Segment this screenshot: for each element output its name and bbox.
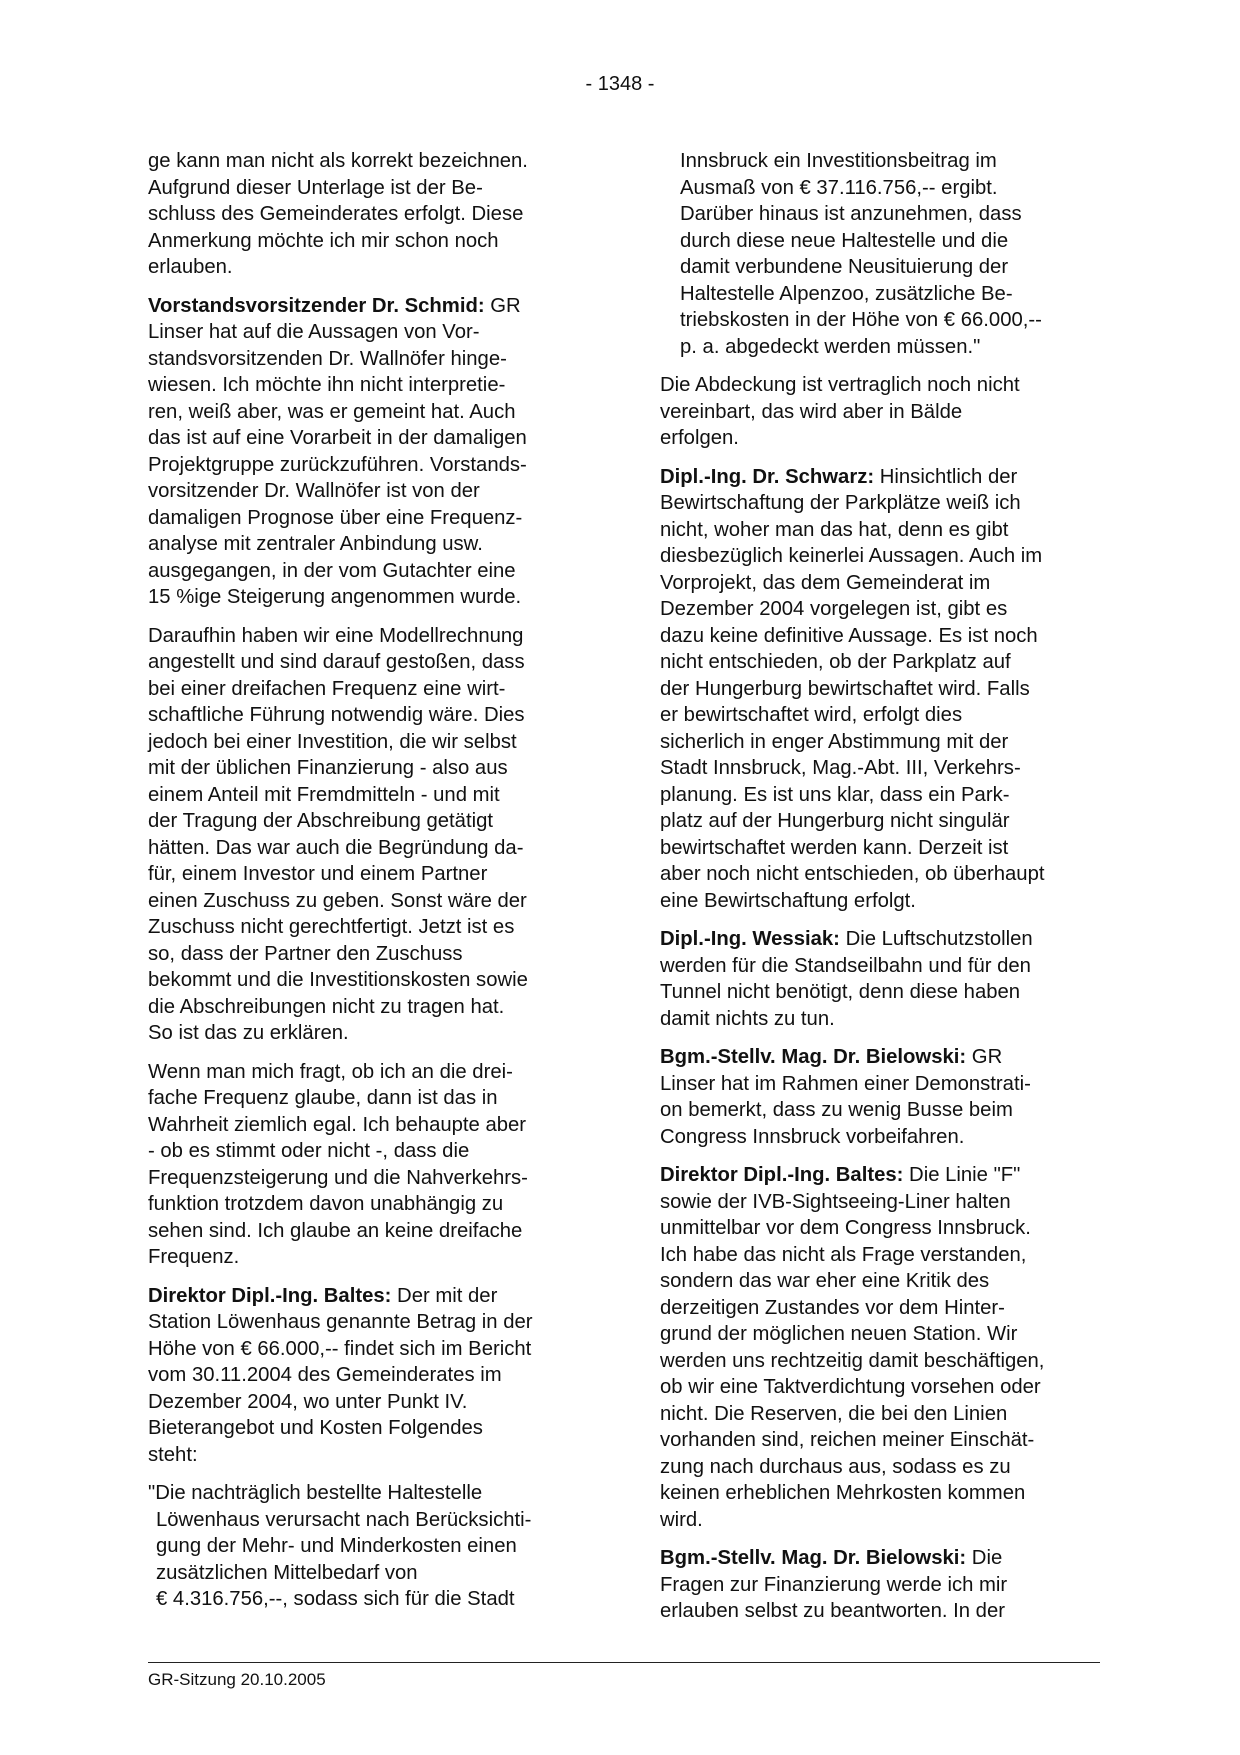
text-line: vorsitzender Dr. Wallnöfer ist von der (148, 480, 480, 502)
text-line: bei einer dreifachen Frequenz eine wirt- (148, 677, 506, 700)
speaker-paragraph (660, 1545, 1105, 1625)
text-line: werden uns rechtzeitig damit beschäftigen, (660, 1349, 1045, 1372)
speaker-name: Direktor Dipl.-Ing. Baltes: (660, 1164, 904, 1186)
text-line: Bieterangebot und Kosten Folgendes (148, 1417, 483, 1439)
text-line: Haltestelle Alpenzoo, zusätzliche Be- (680, 282, 1013, 305)
text-fragment: Der mit der (391, 1284, 498, 1307)
left-column (148, 148, 593, 1625)
text-line: Innsbruck ein Investitionsbeitrag im (680, 150, 997, 172)
right-column (660, 148, 1105, 1637)
text-line: Frequenz. (148, 1246, 240, 1268)
text-line: damit verbundene Neusituierung der (680, 256, 1009, 278)
text-line: gung der Mehr- und Minderkosten einen (156, 1535, 517, 1557)
text-line: für, einem Investor und einem Partner (148, 863, 488, 885)
paragraph (148, 148, 593, 281)
text-line: Höhe von € 66.000,-- findet sich im Bericht (148, 1337, 532, 1360)
text-line: derzeitigen Zustandes vor dem Hinter- (660, 1296, 1005, 1319)
text-line: dazu keine definitive Aussage. Es ist noch (660, 624, 1038, 647)
text-line: Ausmaß von € 37.116.756,-- ergibt. (680, 176, 998, 199)
text-line: steht: (148, 1443, 198, 1466)
text-line: - ob es stimmt oder nicht -, dass die (148, 1140, 470, 1162)
text-line: Linser hat im Rahmen einer Demonstrati- (660, 1072, 1031, 1095)
text-line: erfolgen. (660, 427, 739, 449)
quote-block (660, 148, 1105, 360)
text-line: Bewirtschaftung der Parkplätze weiß ich (660, 492, 1021, 514)
text-line: standsvorsitzenden Dr. Wallnöfer hinge- (148, 347, 507, 370)
text-line: er bewirtschaftet wird, erfolgt dies (660, 704, 963, 726)
text-line: eine Bewirtschaftung erfolgt. (660, 889, 916, 912)
text-line: sehen sind. Ich glaube an keine dreifache (148, 1219, 523, 1242)
text-line: erlauben selbst zu beantworten. In der (660, 1600, 1005, 1622)
text-line: schluss des Gemeinderates erfolgt. Diese (148, 203, 524, 225)
text-line: so, dass der Partner den Zuschuss (148, 942, 463, 965)
text-line: Zuschuss nicht gerechtfertigt. Jetzt ist es (148, 916, 515, 938)
text-line: ob wir eine Taktverdichtung vorsehen oder (660, 1376, 1041, 1398)
text-line: vom 30.11.2004 des Gemeinderates im (148, 1364, 502, 1386)
text-line: Ich habe das nicht als Frage verstanden, (660, 1243, 1027, 1266)
text-line: vereinbart, das wird aber in Bälde (660, 400, 963, 423)
text-line: das ist auf eine Vorarbeit in der damaligen (148, 427, 527, 449)
speaker-name: Dipl.-Ing. Wessiak: (660, 928, 840, 950)
text-line: funktion trotzdem davon unabhängig zu (148, 1193, 504, 1215)
text-line: € 4.316.756,--, sodass sich für die Stadt (156, 1588, 515, 1610)
speaker-paragraph (148, 1283, 593, 1469)
paragraph (148, 623, 593, 1047)
speaker-name: Bgm.-Stellv. Mag. Dr. Bielowski: (660, 1547, 967, 1569)
speaker-name: Vorstandsvorsitzender Dr. Schmid: (148, 294, 485, 317)
text-line: sicherlich in enger Abstimmung mit der (660, 730, 1009, 753)
text-line: unmittelbar vor dem Congress Innsbruck. (660, 1217, 1031, 1239)
text-line (148, 293, 593, 320)
text-line: Die Abdeckung ist vertraglich noch nicht (660, 374, 1020, 396)
text-line: Daraufhin haben wir eine Modellrechnung (148, 624, 524, 647)
text-line: triebskosten in der Höhe von € 66.000,-- (680, 309, 1042, 331)
speaker-name: Bgm.-Stellv. Mag. Dr. Bielowski: (660, 1046, 967, 1068)
text-line: Linser hat auf die Aussagen von Vor- (148, 321, 480, 343)
footer-divider (148, 1662, 1100, 1663)
text-line: Wahrheit ziemlich egal. Ich behaupte aber (148, 1113, 527, 1136)
text-line: "Die nachträglich bestellte Haltestelle (148, 1482, 483, 1504)
text-line: analyse mit zentraler Anbindung usw. (148, 533, 483, 555)
text-line: der Hungerburg bewirtschaftet wird. Falls (660, 677, 1030, 700)
text-line: einen Zuschuss zu geben. Sonst wäre der (148, 889, 527, 912)
text-line: bekommt und die Investitionskosten sowie (148, 969, 528, 991)
text-line: planung. Es ist uns klar, dass ein Park- (660, 783, 1010, 806)
text-line: ren, weiß aber, was er gemeint hat. Auch (148, 400, 516, 423)
quote-block (148, 1480, 593, 1613)
text-line (660, 464, 1105, 491)
text-line: So ist das zu erklären. (148, 1022, 349, 1044)
text-line: der Tragung der Abschreibung getätigt (148, 810, 494, 832)
text-line: zusätzlichen Mittelbedarf von (156, 1561, 418, 1584)
text-line: einem Anteil mit Fremdmitteln - und mit (148, 783, 500, 806)
text-line: damaligen Prognose über eine Frequenz- (148, 506, 523, 529)
text-line: Anmerkung möchte ich mir schon noch (148, 229, 499, 252)
text-line: Löwenhaus verursacht nach Berücksichti- (156, 1508, 532, 1531)
text-line: sondern das war eher eine Kritik des (660, 1270, 990, 1292)
text-fragment: Die Luftschutzstollen (839, 928, 1033, 950)
text-line: die Abschreibungen nicht zu tragen hat. (148, 995, 505, 1018)
text-line: erlauben. (148, 256, 233, 278)
page-number: - 1348 - (585, 73, 655, 95)
text-line: wiesen. Ich möchte ihn nicht interpretie- (148, 374, 506, 396)
text-line: Dezember 2004, wo unter Punkt IV. (148, 1390, 468, 1413)
speaker-name: Direktor Dipl.-Ing. Baltes: (148, 1284, 392, 1307)
text-line: Frequenzsteigerung und die Nahverkehrs- (148, 1166, 528, 1189)
text-line: damit nichts zu tun. (660, 1007, 835, 1030)
speaker-paragraph (660, 1044, 1105, 1150)
text-line: Projektgruppe zurückzuführen. Vorstands- (148, 453, 527, 476)
text-line (148, 1283, 593, 1310)
text-line: p. a. abgedeckt werden müssen." (680, 335, 981, 358)
text-line: vorhanden sind, reichen meiner Einschät- (660, 1429, 1035, 1451)
text-line: Wenn man mich fragt, ob ich an die drei- (148, 1060, 513, 1083)
text-line: jedoch bei einer Investition, die wir selbst (148, 730, 517, 753)
text-line: durch diese neue Haltestelle und die (680, 229, 1009, 252)
speaker-name: Dipl.-Ing. Dr. Schwarz: (660, 465, 875, 488)
text-line: Fragen zur Finanzierung werde ich mir (660, 1573, 1008, 1596)
text-line: Darüber hinaus ist anzunehmen, dass (680, 203, 1022, 225)
text-line: keinen erheblichen Mehrkosten kommen (660, 1482, 1026, 1504)
text-line (660, 1162, 1105, 1189)
text-line (660, 1044, 1105, 1071)
text-line: nicht. Die Reserven, die bei den Linien (660, 1402, 1008, 1425)
text-line: angestellt und sind darauf gestoßen, dass (148, 651, 525, 673)
text-line: ausgegangen, in der vom Gutachter eine (148, 559, 516, 582)
text-line: aber noch nicht entschieden, ob überhaupt (660, 863, 1045, 885)
text-line: 15 %ige Steigerung angenommen wurde. (148, 586, 522, 608)
text-line (660, 926, 1105, 953)
text-line: on bemerkt, dass zu wenig Busse beim (660, 1099, 1013, 1121)
text-line: diesbezüglich keinerlei Aussagen. Auch im (660, 545, 1043, 567)
paragraph (660, 372, 1105, 452)
text-line: hätten. Das war auch die Begründung da- (148, 836, 524, 859)
text-line: Tunnel nicht benötigt, denn diese haben (660, 981, 1021, 1003)
text-line: fache Frequenz glaube, dann ist das in (148, 1087, 498, 1109)
text-line: zung nach durchaus aus, sodass es zu (660, 1455, 1011, 1478)
text-line: Aufgrund dieser Unterlage ist der Be- (148, 176, 483, 199)
text-fragment: Hinsichtlich der (874, 465, 1018, 488)
text-line: nicht, woher man das hat, denn es gibt (660, 518, 1009, 541)
text-line: sowie der IVB-Sightseeing-Liner halten (660, 1190, 1011, 1213)
text-line: wird. (660, 1508, 703, 1531)
speaker-paragraph (148, 293, 593, 611)
text-line: Station Löwenhaus genannte Betrag in der (148, 1311, 533, 1333)
text-fragment: GR (484, 294, 521, 317)
text-line: grund der möglichen neuen Station. Wir (660, 1323, 1018, 1345)
text-line: Vorprojekt, das dem Gemeinderat im (660, 571, 991, 594)
text-fragment: GR (966, 1046, 1003, 1068)
text-line: schaftliche Führung notwendig wäre. Dies (148, 704, 525, 726)
text-line: Stadt Innsbruck, Mag.-Abt. III, Verkehrs- (660, 757, 1021, 779)
paragraph (148, 1059, 593, 1271)
speaker-paragraph (660, 464, 1105, 915)
footer-text: GR-Sitzung 20.10.2005 (148, 1670, 326, 1689)
text-fragment: Die (966, 1547, 1003, 1569)
text-line (660, 1545, 1105, 1572)
text-line: mit der üblichen Finanzierung - also aus (148, 757, 508, 779)
text-line: platz auf der Hungerburg nicht singulär (660, 810, 1010, 832)
speaker-paragraph (660, 926, 1105, 1032)
text-line: nicht entschieden, ob der Parkplatz auf (660, 651, 1011, 673)
text-line: werden für die Standseilbahn und für den (660, 954, 1031, 977)
text-line: Congress Innsbruck vorbeifahren. (660, 1125, 965, 1148)
text-line: Dezember 2004 vorgelegen ist, gibt es (660, 598, 1008, 620)
text-line: bewirtschaftet werden kann. Derzeit ist (660, 836, 1009, 859)
text-fragment: Die Linie "F" (903, 1164, 1021, 1186)
text-line: ge kann man nicht als korrekt bezeichnen. (148, 150, 528, 172)
speaker-paragraph (660, 1162, 1105, 1533)
